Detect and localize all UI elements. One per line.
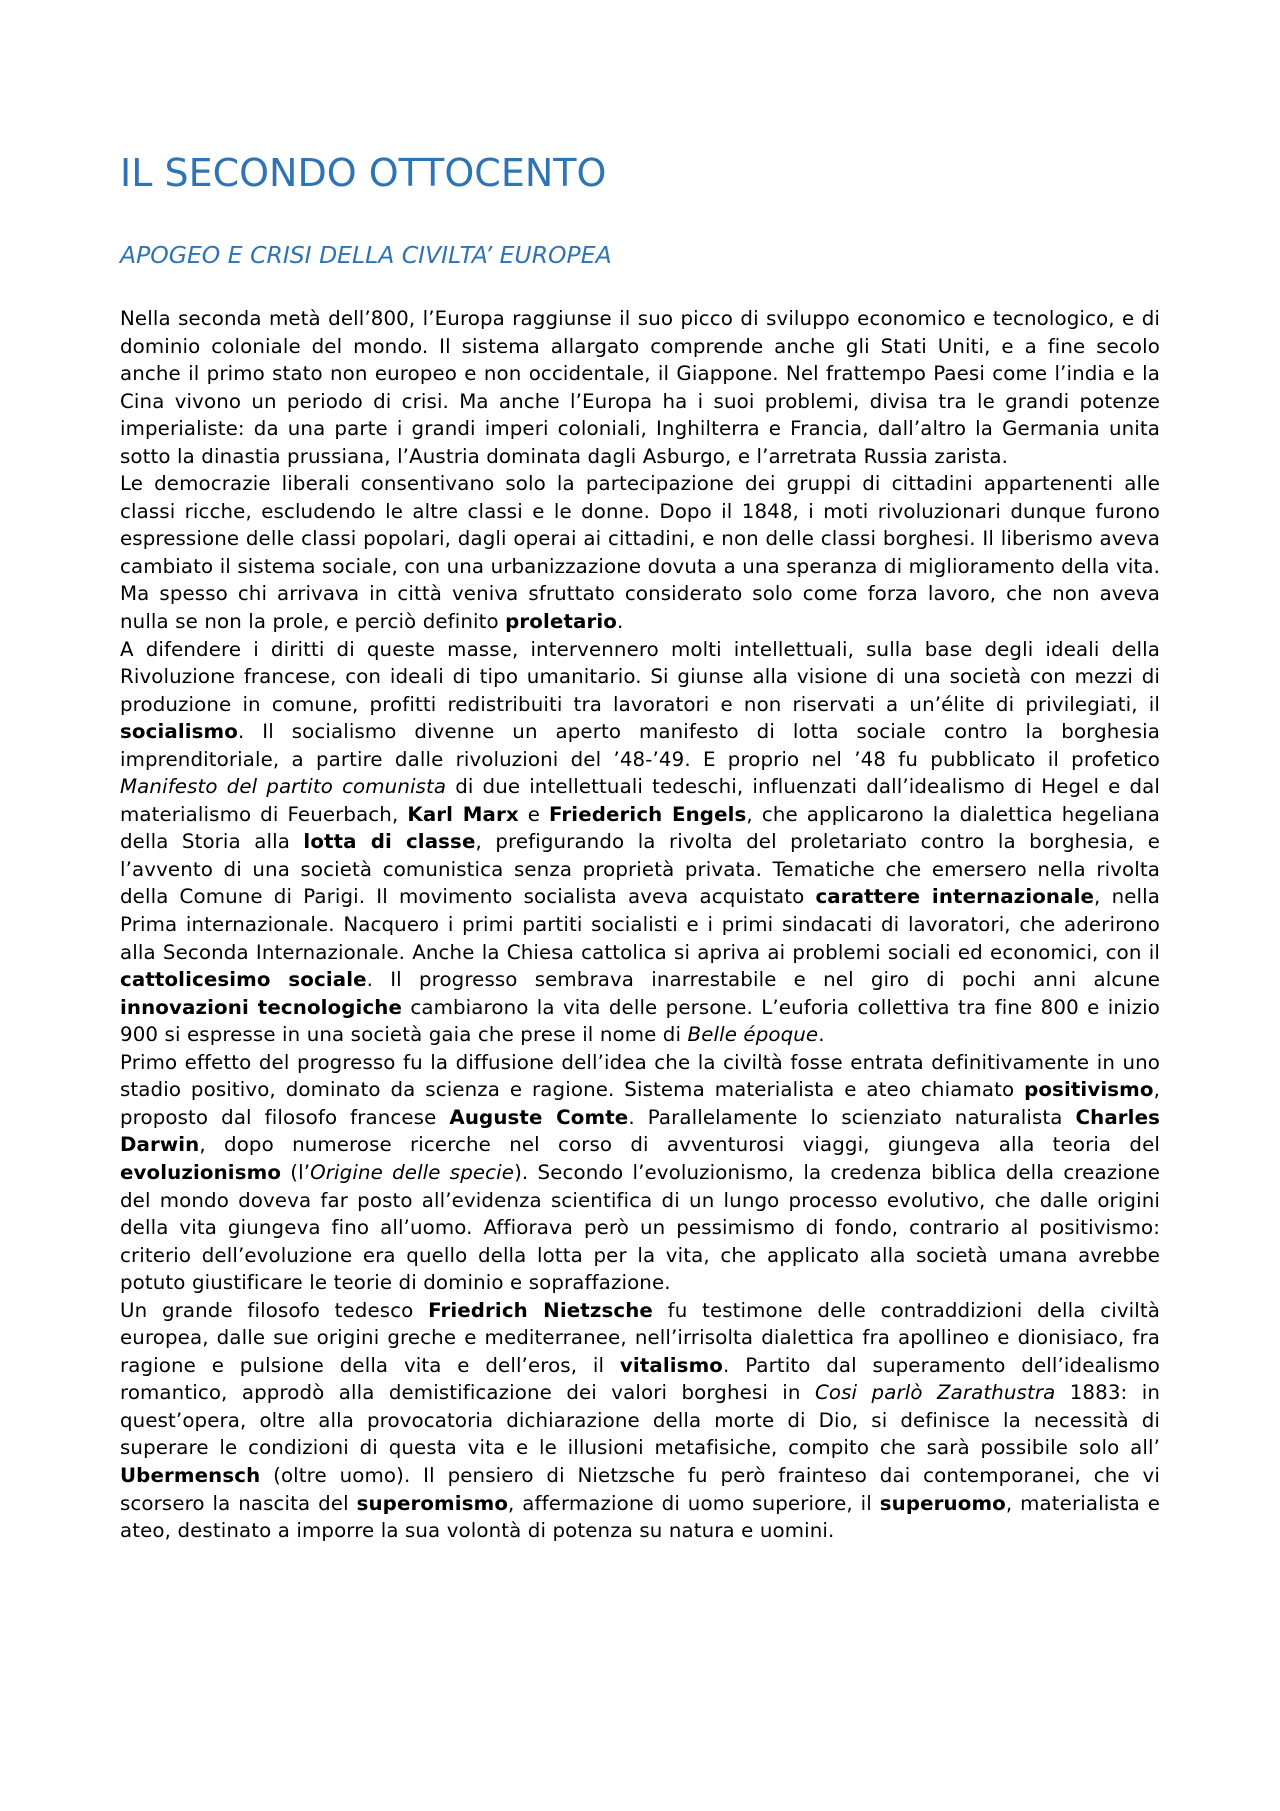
bold-term: Karl Marx [407, 802, 519, 826]
bold-term: Auguste Comte [449, 1105, 629, 1129]
italic-title: Belle époque [687, 1023, 819, 1047]
text-run: . [818, 1023, 825, 1047]
document-title: IL SECONDO OTTOCENTO [120, 151, 607, 195]
text-run: , dopo numerose ricerche nel corso di avventurosi viaggi, giungeva alla teoria del [199, 1133, 1160, 1157]
text-run: . Partito dal superamento dell’idealismo romantico, approdò alla demistificazione dei valori borghesi in [120, 1353, 1161, 1405]
text-run: (l’ [281, 1160, 311, 1184]
text-run: , prefigurando la rivolta del proletariato contro la borghesia, e l’avvento di una società comunistica senza proprietà privata. Tematiche che emersero nella rivolta della Comune di Parigi. Il movimento socialista aveva acquistato [120, 830, 1161, 909]
bold-term: proletario [505, 610, 617, 634]
text-run: fu testimone delle contraddizioni della civiltà europea, dalle sue origini greche e mediterranee, nell’irrisolta dialettica fra apollineo e dionisiaco, fra ragione e pulsione della vita e dell’eros, il [120, 1298, 1161, 1377]
text-run: Le democrazie liberali consentivano solo la partecipazione dei gruppi di cittadini appartenenti alle classi ricche, escludendo le altre classi e le donne. Dopo il 1848, i moti rivoluzionari dunque furono espressione delle classi popolari, dagli operai ai cittadini, e non delle classi borghesi. Il liberismo aveva cambiato il sistema sociale, con una urbanizzazione dovuta a una speranza di miglioramento della vita. Ma spesso chi arrivava in città veniva sfruttato considerato solo come forza lavoro, che non aveva nulla se non la prole, e perciò definito [120, 472, 1160, 634]
bold-term: evoluzionismo [120, 1160, 282, 1184]
bold-term: socialismo [120, 720, 238, 744]
bold-term: Friedrich Nietzsche [428, 1298, 653, 1322]
italic-title: Origine delle specie [310, 1160, 515, 1184]
paragraph [120, 305, 1160, 470]
text-run: A difendere i diritti di queste masse, intervennero molti intellettuali, sulla base degli ideali della Rivoluzione francese, con ideali di tipo umanitario. Si giunse alla visione di una società con mezzi di produzione in comune, profitti redistribuiti tra lavoratori e non riservati a un’élite di privilegiati, il [120, 637, 1160, 716]
document-subtitle: APOGEO E CRISI DELLA CIVILTA’ EUROPEA [120, 241, 612, 269]
italic-title: Manifesto del partito comunista [120, 775, 447, 799]
bold-term: Charles Darwin [120, 1105, 1160, 1157]
text-run: , nella Prima internazionale. Nacquero i primi partiti socialisti e i primi sindacati di lavoratori, che aderirono alla Seconda Internazionale. Anche la Chiesa cattolica si apriva ai problemi sociali ed economici, con il [120, 885, 1160, 964]
text-run: Nella seconda metà dell’800, l’Europa raggiunse il suo picco di sviluppo economico e tecnologico, e di dominio coloniale del mondo. Il sistema allargato comprende anche gli Stati Uniti, e a fine secolo anche il primo stato non europeo e non occidentale, il Giappone. Nel frattempo Paesi come l’india e la Cina vivono un periodo di crisi. Ma anche l’Europa ha i suoi problemi, divisa tra le grandi potenze imperialiste: da una parte i grandi imperi coloniali, Inghilterra e Francia, dall’altro la Germania unita sotto la dinastia prussiana, l’Austria dominata dagli Asburgo, e l’arretrata Russia zarista. [120, 307, 1160, 468]
text-run: ). Secondo l’evoluzionismo, la credenza biblica della creazione del mondo doveva far posto all’evidenza scientifica di un lungo processo evolutivo, che dalle origini della vita giungeva fino all’uomo. Affiorava però un pessimismo di fondo, contrario al positivismo: criterio dell’evoluzione era quello della lotta per la vita, che applicato alla società umana avrebbe potuto giustificare le teorie di dominio e sopraffazione. [120, 1160, 1160, 1295]
text-run: (oltre uomo). Il pensiero di Nietzsche fu però frainteso dai contemporanei, che vi scorsero la nascita del [120, 1463, 1160, 1515]
text-run: , che applicarono la dialettica hegeliana della Storia alla [120, 802, 1160, 854]
bold-term: vitalismo [619, 1353, 724, 1377]
bold-term: positivismo [1024, 1078, 1154, 1102]
text-run: cambiarono la vita delle persone. L’euforia collettiva tra fine 800 e inizio 900 si espresse in una società gaia che prese il nome di [120, 995, 1160, 1047]
body-text [120, 305, 1160, 1545]
text-run: di due intellettuali tedeschi, influenzati dall’idealismo di Hegel e dal materialismo di Feuerbach, [120, 775, 1161, 826]
text-run: Primo effetto del progresso fu la diffusione dell’idea che la civiltà fosse entrata definitivamente in uno stadio positivo, dominato da scienza e ragione. Sistema materialista e ateo chiamato [120, 1050, 1160, 1102]
text-run: , materialista e ateo, destinato a imporre la sua volontà di potenza su natura e uomini. [120, 1491, 1160, 1543]
text-run: Un grande filosofo tedesco [120, 1298, 429, 1322]
text-run: , proposto dal filosofo francese [120, 1078, 1160, 1129]
text-run: . [616, 610, 624, 634]
italic-title: Cosi parlò Zarathustra [814, 1381, 1056, 1405]
text-run: 1883: in quest’opera, oltre alla provocatoria dichiarazione della morte di Dio, si definisce la necessità di superare le condizioni di questa vita e le illusioni metafisiche, compito che sarà possibile solo all’ [120, 1381, 1160, 1460]
bold-term: superuomo [879, 1491, 1006, 1515]
text-run: e [518, 802, 550, 826]
text-run: . Parallelamente lo scienziato naturalista [628, 1105, 1076, 1129]
paragraph [120, 636, 1160, 1049]
bold-term: Ubermensch [120, 1463, 261, 1487]
paragraph [120, 470, 1160, 635]
bold-term: superomismo [356, 1491, 509, 1515]
bold-term: carattere internazionale [815, 885, 1095, 909]
paragraph [120, 1297, 1160, 1545]
text-run: , affermazione di uomo superiore, il [508, 1491, 880, 1515]
paragraph [120, 1049, 1160, 1297]
text-run: . Il socialismo divenne un aperto manifesto di lotta sociale contro la borghesia imprenditoriale, a partire dalle rivoluzioni del ’48-’49. E proprio nel ’48 fu pubblicato il profetico [120, 720, 1160, 771]
bold-term: Friederich Engels [549, 802, 747, 826]
bold-term: lotta di classe [303, 830, 476, 854]
bold-term: innovazioni tecnologiche [120, 995, 403, 1019]
bold-term: cattolicesimo sociale [120, 968, 367, 992]
text-run: . Il progresso sembrava inarrestabile e nel giro di pochi anni alcune [366, 968, 1160, 992]
document-page [120, 148, 1160, 1545]
